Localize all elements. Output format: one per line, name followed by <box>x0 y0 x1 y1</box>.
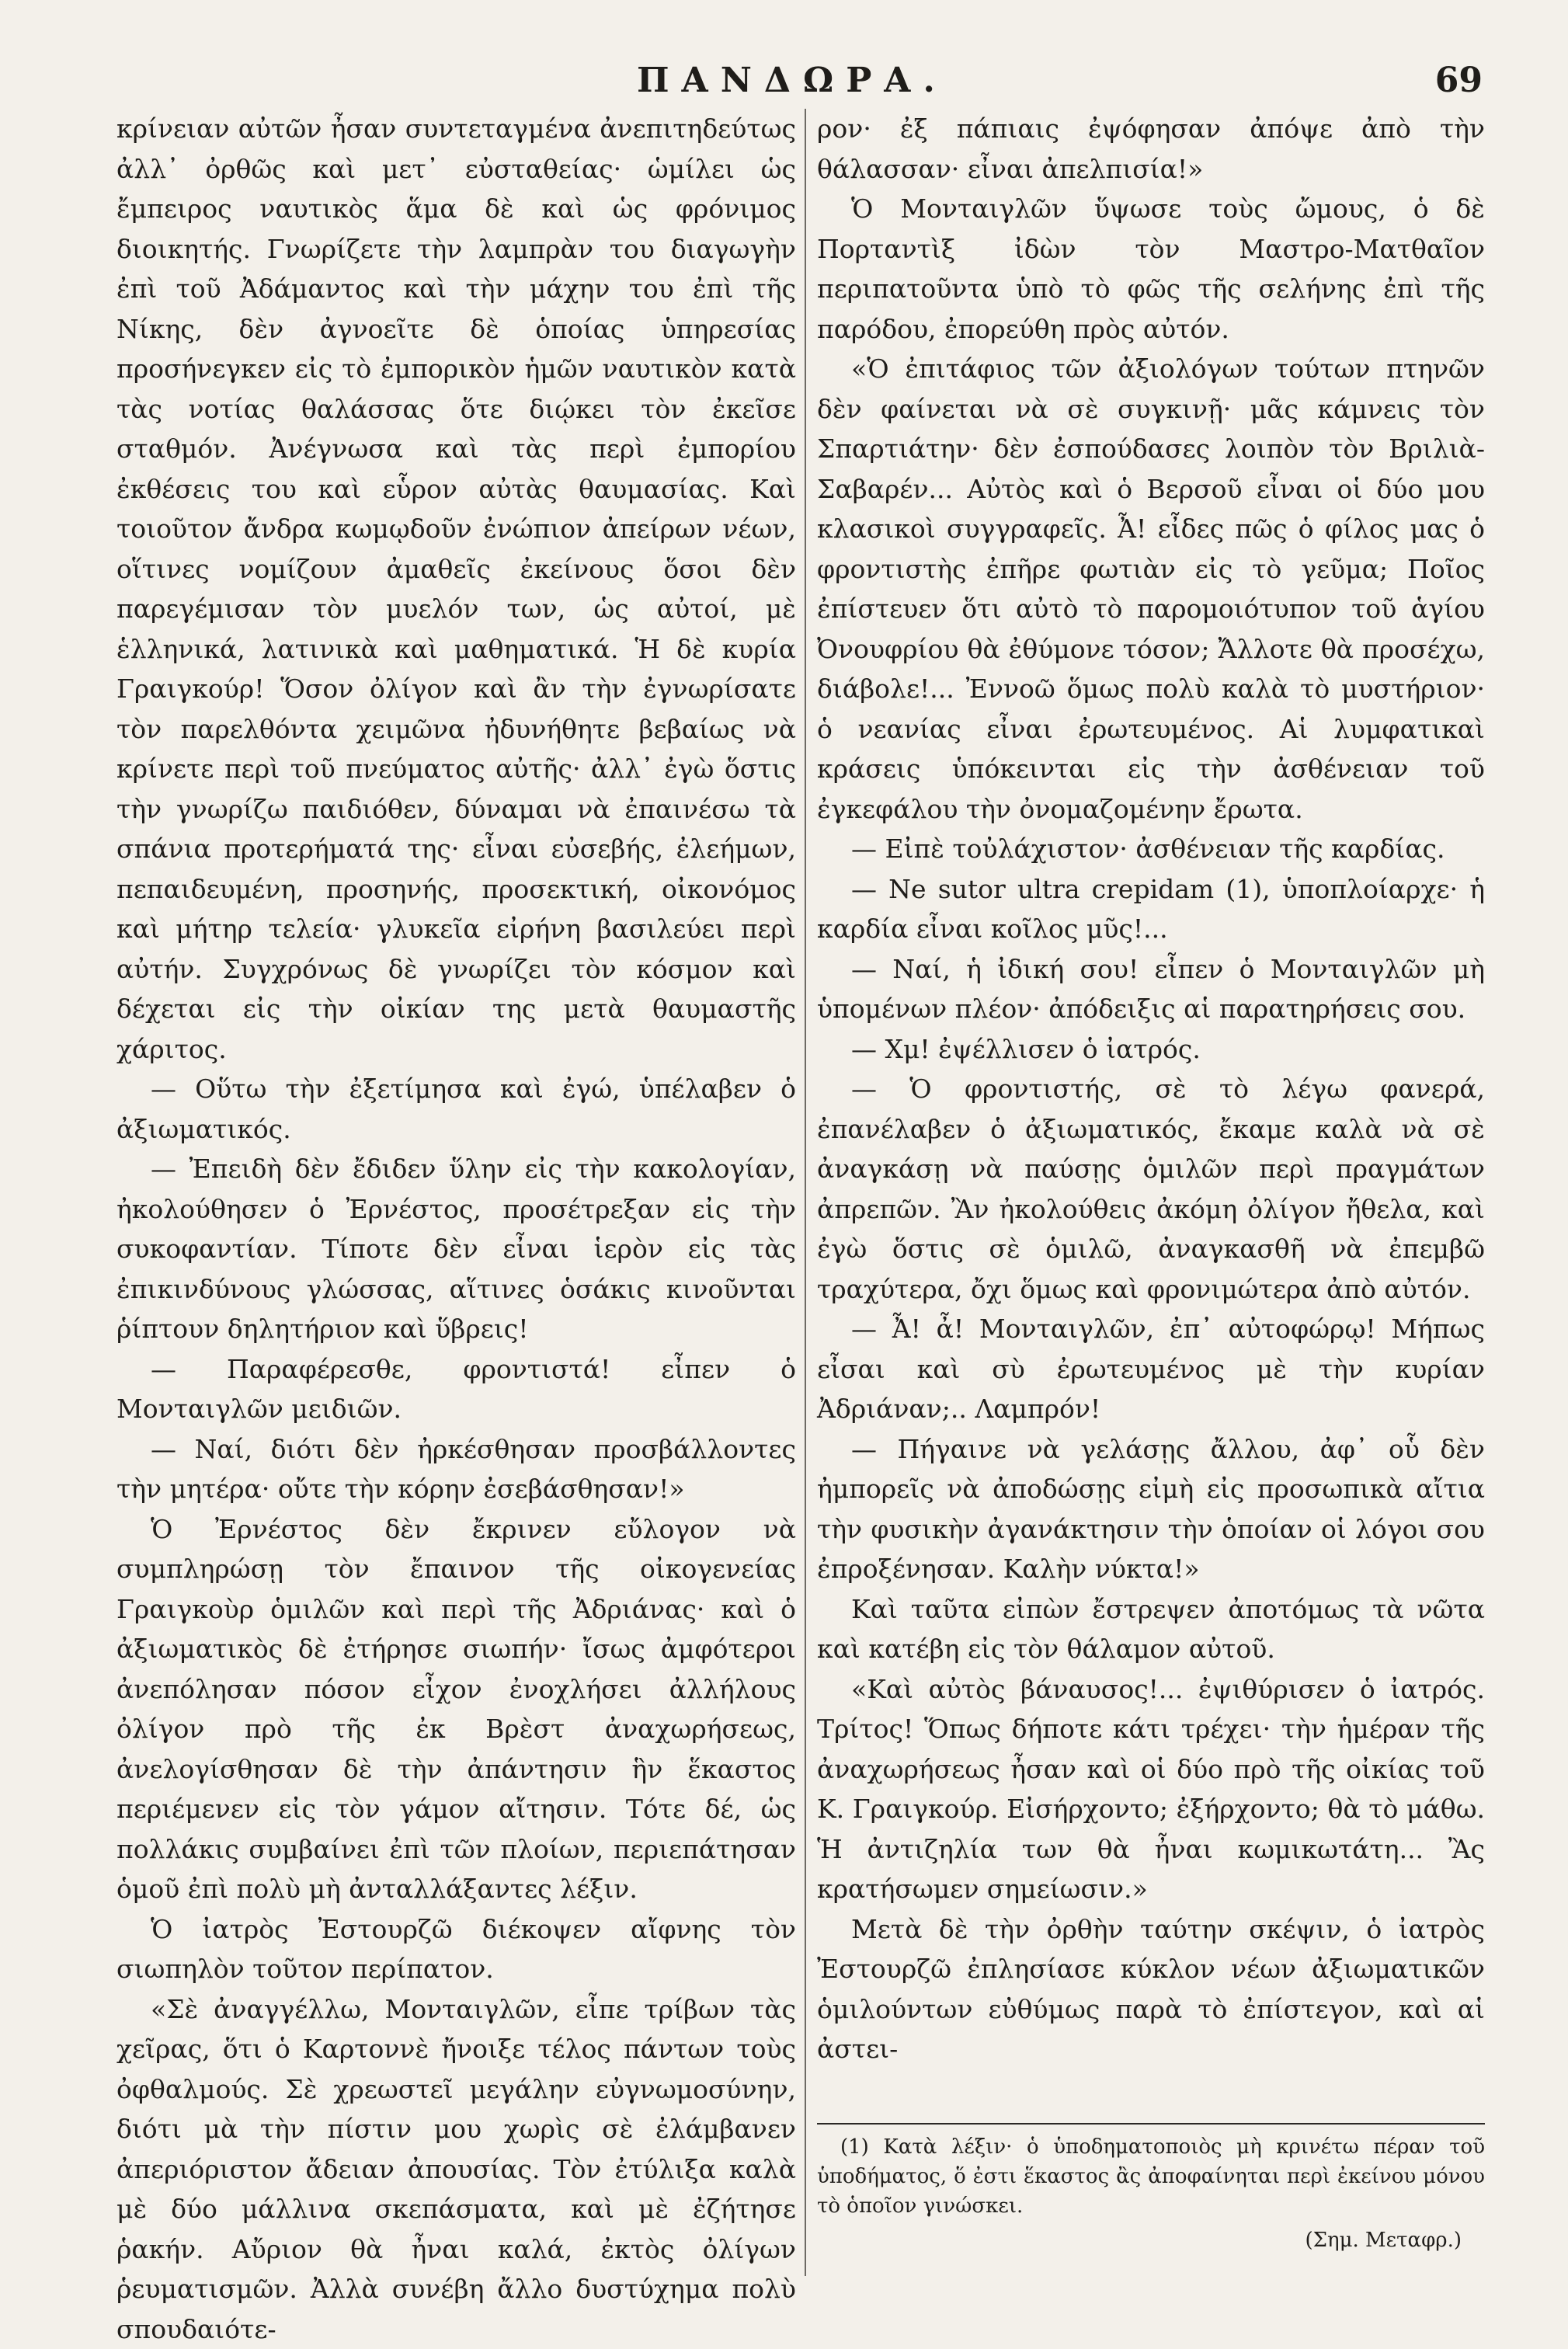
paragraph: Ὁ Ἐρνέστος δὲν ἔκρινεν εὔλογον νὰ συμπληρώσῃ τὸν ἔπαινον τῆς οἰκογενείας Γραιγκοὺρ ὁμιλῶν καὶ περὶ τῆς Ἀδριάνας· καὶ ὁ ἀξιωματικὸς δὲ ἐτήρησε σιωπήν· ἴσως ἀμφότεροι ἀνεπόλησαν πόσον εἶχον ἐνοχλήσει ἀλλήλους ὀλίγον πρὸ τῆς ἐκ Βρὲστ ἀναχωρήσεως, ἀνελογίσθησαν δὲ τὴν ἀπάντησιν ἣν ἕκαστος περιέμενεν εἰς τὸν γάμον αἴτησιν. Τότε δέ, ὡς πολλάκις συμβαίνει ἐπὶ τῶν πλοίων, περιεπάτησαν ὁμοῦ ἐπὶ πολὺ μὴ ἀνταλλάξαντες λέξιν. <box>116 1509 796 1909</box>
paragraph: — Πήγαινε νὰ γελάσῃς ἄλλου, ἀφ᾽ οὗ δὲν ἠμπορεῖς νὰ ἀποδώσῃς εἰμὴ εἰς προσωπικὰ αἴτια τὴν φυσικὴν ἀγανάκτησιν τὴν ὁποίαν οἱ λόγοι σου ἐπροξένησαν. Καλὴν νύκτα!» <box>817 1429 1485 1589</box>
paragraph: — Ne sutor ultra crepidam (1), ὑποπλοίαρχε· ἡ καρδία εἶναι κοῖλος μῦς!... <box>817 869 1485 949</box>
paragraph: ρον· ἐξ πάπιαις ἐψόφησαν ἀπόψε ἀπὸ τὴν θάλασσαν· εἶναι ἀπελπισία!» <box>817 109 1485 189</box>
page-header <box>0 61 1568 107</box>
running-title: ΠΑΝΔΩΡΑ. <box>637 61 947 100</box>
paragraph: «Καὶ αὐτὸς βάναυσος!... ἐψιθύρισεν ὁ ἰατρός. Τρίτος! Ὅπως δήποτε κάτι τρέχει· τὴν ἡμέραν τῆς ἀναχωρήσεως ἦσαν καὶ οἱ δύο πρὸ τῆς οἰκίας τοῦ Κ. Γραιγκούρ. Εἰσήρχοντο; ἐξήρχοντο; θὰ τὸ μάθω. Ἡ ἀντιζηλία των θὰ ἦναι κωμικωτάτη... Ἂς κρατήσωμεν σημείωσιν.» <box>817 1669 1485 1909</box>
paragraph: Ὁ ἰατρὸς Ἐστουρζῶ διέκοψεν αἴφνης τὸν σιωπηλὸν τοῦτον περίπατον. <box>116 1909 796 1989</box>
footnote-rule <box>817 2123 1485 2125</box>
footnote-attribution: (Σημ. Μεταφρ.) <box>817 2225 1485 2255</box>
paragraph: — Χμ! ἐψέλλισεν ὁ ἰατρός. <box>817 1029 1485 1070</box>
paragraph: — Εἰπὲ τοὐλάχιστον· ἀσθένειαν τῆς καρδίας. <box>817 829 1485 869</box>
paragraph: κρίνειαν αὐτῶν ἦσαν συντεταγμένα ἀνεπιτηδεύτως ἀλλ᾽ ὀρθῶς καὶ μετ᾽ εὐσταθείας· ὡμίλει ὡς ἔμπειρος ναυτικὸς ἅμα δὲ καὶ ὡς φρόνιμος διοικητής. Γνωρίζετε τὴν λαμπρὰν του διαγωγὴν ἐπὶ τοῦ Ἀδάμαντος καὶ τὴν μάχην του ἐπὶ τῆς Νίκης, δὲν ἀγνοεῖτε δὲ ὁποίας ὑπηρεσίας προσήνεγκεν εἰς τὸ ἐμπορικὸν ἡμῶν ναυτικὸν κατὰ τὰς νοτίας θαλάσσας ὅτε διῴκει τὸν ἐκεῖσε σταθμόν. Ἀνέγνωσα καὶ τὰς περὶ ἐμπορίου ἐκθέσεις του καὶ εὗρον αὐτὰς θαυμασίας. Καὶ τοιοῦτον ἄνδρα κωμῳδοῦν ἐνώπιον ἀπείρων νέων, οἵτινες νομίζουν ἀμαθεῖς ἐκείνους ὅσοι δὲν παρεγέμισαν τὸν μυελόν των, ὡς αὐτοί, μὲ ἑλληνικά, λατινικὰ καὶ μαθηματικά. Ἡ δὲ κυρία Γραιγκούρ! Ὅσον ὀλίγον καὶ ἂν τὴν ἐγνωρίσατε τὸν παρελθόντα χειμῶνα ἠδυνήθητε βεβαίως νὰ κρίνετε περὶ τοῦ πνεύματος αὐτῆς· ἀλλ᾽ ἐγὼ ὅστις τὴν γνωρίζω παιδιόθεν, δύναμαι νὰ ἐπαινέσω τὰ σπάνια προτερήματά της· εἶναι εὐσεβής, ἐλεήμων, πεπαιδευμένη, προσηνής, προσεκτική, οἰκονόμος καὶ μήτηρ τελεία· γλυκεῖα εἰρήνη βασιλεύει περὶ αὐτήν. Συγχρόνως δὲ γνωρίζει τὸν κόσμον καὶ δέχεται εἰς τὴν οἰκίαν της μετὰ θαυμαστῆς χάριτος. <box>116 109 796 1069</box>
paragraph: — Ἐπειδὴ δὲν ἔδιδεν ὕλην εἰς τὴν κακολογίαν, ἠκολούθησεν ὁ Ἐρνέστος, προσέτρεξαν εἰς τὴν συκοφαντίαν. Τίποτε δὲν εἶναι ἱερὸν εἰς τὰς ἐπικινδύνους γλώσσας, αἵτινες ὁσάκις κινοῦνται ῥίπτουν δηλητήριον καὶ ὕβρεις! <box>116 1149 796 1349</box>
footnote <box>817 2132 1485 2255</box>
left-column <box>116 109 796 2349</box>
paragraph: Καὶ ταῦτα εἰπὼν ἔστρεψεν ἀποτόμως τὰ νῶτα καὶ κατέβη εἰς τὸν θάλαμον αὐτοῦ. <box>817 1589 1485 1669</box>
right-column <box>817 109 1485 2069</box>
paragraph: — Ἆ! ἆ! Μονταιγλῶν, ἐπ᾽ αὐτοφώρῳ! Μήπως εἶσαι καὶ σὺ ἐρωτευμένος μὲ τὴν κυρίαν Ἀδριάναν;.. Λαμπρόν! <box>817 1309 1485 1429</box>
paragraph: «Ὁ ἐπιτάφιος τῶν ἀξιολόγων τούτων πτηνῶν δὲν φαίνεται νὰ σὲ συγκινῇ· μᾶς κάμνεις τὸν Σπαρτιάτην· δὲν ἐσπούδασες λοιπὸν τὸν Βριλιὰ-Σαβαρέν... Αὐτὸς καὶ ὁ Βερσοῦ εἶναι οἱ δύο μου κλασικοὶ συγγραφεῖς. Ἆ! εἶδες πῶς ὁ φίλος μας ὁ φροντιστὴς ἐπῆρε φωτιὰν εἰς τὸ γεῦμα; Ποῖος ἐπίστευεν ὅτι αὐτὸ τὸ παρομοιότυπον τοῦ ἁγίου Ὀνουφρίου θὰ ἐθύμονε τόσον; Ἄλλοτε θὰ προσέχω, διάβολε!... Ἐννοῶ ὅμως πολὺ καλὰ τὸ μυστήριον· ὁ νεανίας εἶναι ἐρωτευμένος. Αἱ λυμφατικαὶ κράσεις ὑπόκεινται εἰς τὴν ἀσθένειαν τοῦ ἐγκεφάλου τὴν ὀνομαζομένην ἔρωτα. <box>817 349 1485 829</box>
paragraph: — Παραφέρεσθε, φροντιστά! εἶπεν ὁ Μονταιγλῶν μειδιῶν. <box>116 1349 796 1429</box>
paragraph: Ὁ Μονταιγλῶν ὕψωσε τοὺς ὤμους, ὁ δὲ Πορταντὶξ ἰδὼν τὸν Μαστρο-Ματθαῖον περιπατοῦντα ὑπὸ τὸ φῶς τῆς σελήνης ἐπὶ τῆς παρόδου, ἐπορεύθη πρὸς αὐτόν. <box>817 189 1485 349</box>
paragraph: Μετὰ δὲ τὴν ὀρθὴν ταύτην σκέψιν, ὁ ἰατρὸς Ἐστουρζῶ ἐπλησίασε κύκλον νέων ἀξιωματικῶν ὁμιλούντων εὐθύμως παρὰ τὸ ἐπίστεγον, καὶ αἱ ἀστει- <box>817 1909 1485 2069</box>
paragraph: — Ὁ φροντιστής, σὲ τὸ λέγω φανερά, ἐπανέλαβεν ὁ ἀξιωματικός, ἔκαμε καλὰ νὰ σὲ ἀναγκάσῃ νὰ παύσῃς ὁμιλῶν περὶ πραγμάτων ἀπρεπῶν. Ἂν ἠκολούθεις ἀκόμη ὀλίγον ἤθελα, καὶ ἐγὼ ὅστις σὲ ὁμιλῶ, ἀναγκασθῆ νὰ ἐπεμβῶ τραχύτερα, ὄχι ὅμως καὶ φρονιμώτερα ἀπὸ αὐτόν. <box>817 1069 1485 1309</box>
footnote-text: (1) Κατὰ λέξιν· ὁ ὑποδηματοποιὸς μὴ κρινέτω πέραν τοῦ ὑποδήματος, ὅ ἐστι ἕκαστος ἂς ἀποφαίνηται περὶ ἐκείνου μόνου τὸ ὁποῖον γινώσκει. <box>817 2132 1485 2221</box>
page-number: 69 <box>1435 61 1483 100</box>
column-divider <box>805 109 806 2276</box>
paragraph: «Σὲ ἀναγγέλλω, Μονταιγλῶν, εἶπε τρίβων τὰς χεῖρας, ὅτι ὁ Καρτοννὲ ἤνοιξε τέλος πάντων τοὺς ὀφθαλμούς. Σὲ χρεωστεῖ μεγάλην εὐγνωμοσύνην, διότι μὰ τὴν πίστιν μου χωρὶς σὲ ἐλάμβανεν ἀπεριόριστον ἄδειαν ἀπουσίας. Τὸν ἐτύλιξα καλὰ μὲ δύο μάλλινα σκεπάσματα, καὶ μὲ ἐζήτησε ῥακήν. Αὔριον θὰ ἦναι καλά, ἐκτὸς ὀλίγων ῥευματισμῶν. Ἀλλὰ συνέβη ἄλλο δυστύχημα πολὺ σπουδαιότε- <box>116 1989 796 2349</box>
paragraph: — Ναί, διότι δὲν ἠρκέσθησαν προσβάλλοντες τὴν μητέρα· οὔτε τὴν κόρην ἐσεβάσθησαν!» <box>116 1429 796 1509</box>
paragraph: — Οὕτω τὴν ἐξετίμησα καὶ ἐγώ, ὑπέλαβεν ὁ ἀξιωματικός. <box>116 1069 796 1149</box>
paragraph: — Ναί, ἡ ἰδική σου! εἶπεν ὁ Μονταιγλῶν μὴ ὑπομένων πλέον· ἀπόδειξις αἱ παρατηρήσεις σου. <box>817 949 1485 1029</box>
